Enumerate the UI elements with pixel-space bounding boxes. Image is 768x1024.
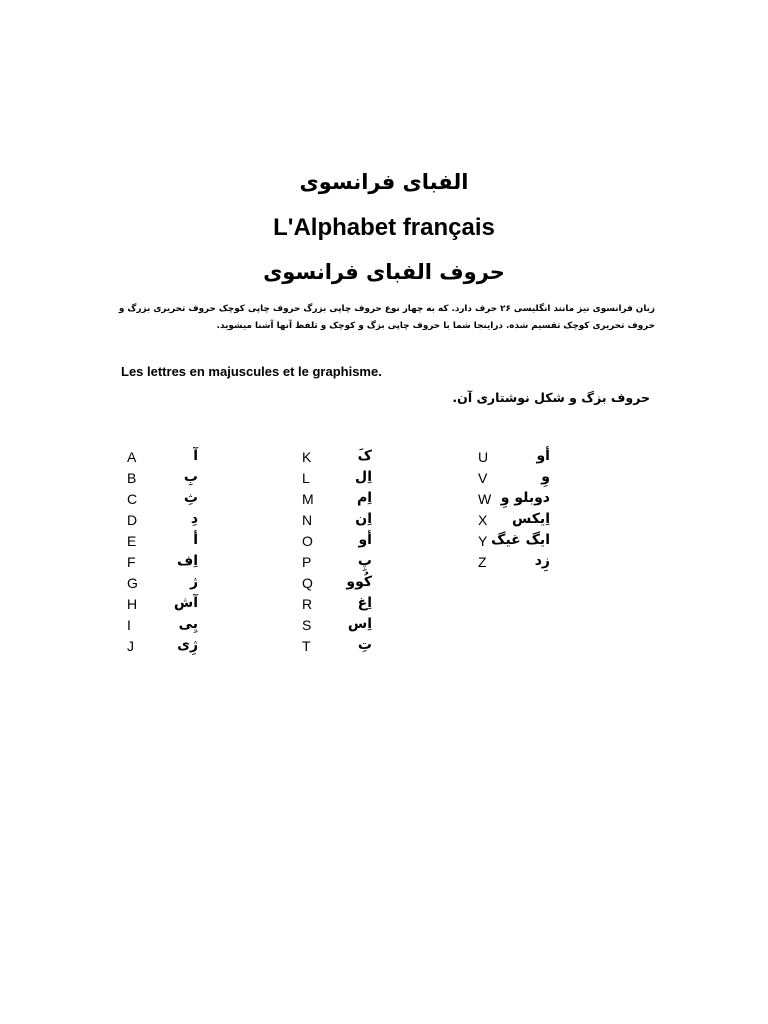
- persian-pronunciation: وِ: [541, 469, 550, 485]
- page-subtitle-persian: حروف الفبای فرانسوی: [263, 260, 505, 284]
- persian-pronunciation: زِد: [534, 553, 550, 569]
- latin-letter: I: [127, 617, 131, 633]
- persian-pronunciation: اِل: [355, 469, 372, 485]
- latin-letter: Q: [302, 575, 313, 591]
- persian-pronunciation: اِغ: [357, 595, 372, 611]
- persian-pronunciation: یِی: [178, 616, 198, 632]
- persian-pronunciation: پِ: [357, 553, 372, 569]
- persian-pronunciation: ژِی: [177, 637, 198, 653]
- persian-pronunciation: أ: [193, 532, 198, 548]
- page-title-french: L'Alphabet français: [273, 214, 495, 241]
- latin-letter: A: [127, 449, 137, 465]
- latin-letter: G: [127, 575, 138, 591]
- persian-pronunciation: ایگ غیگ: [491, 532, 550, 548]
- persian-pronunciation: اِن: [355, 511, 372, 527]
- latin-letter: L: [302, 470, 310, 486]
- persian-pronunciation: اِم: [356, 490, 372, 506]
- persian-pronunciation: بِ: [183, 469, 198, 485]
- latin-letter: M: [302, 491, 314, 507]
- persian-pronunciation: دِ: [190, 511, 198, 527]
- persian-pronunciation: تِ: [357, 637, 372, 653]
- persian-pronunciation: ثِ: [183, 490, 198, 506]
- latin-letter: O: [302, 533, 313, 549]
- page-title-persian: الفبای فرانسوی: [299, 170, 469, 194]
- latin-letter: T: [302, 638, 311, 654]
- persian-pronunciation: اِس: [347, 616, 372, 632]
- latin-letter: P: [302, 554, 312, 570]
- latin-letter: Y: [478, 533, 488, 549]
- section-heading-persian: حروف بزگ و شکل نوشتاری آن.: [452, 390, 650, 405]
- latin-letter: C: [127, 491, 138, 507]
- persian-pronunciation: دوبلو وِ: [500, 490, 550, 506]
- latin-letter: X: [478, 512, 488, 528]
- latin-letter: F: [127, 554, 136, 570]
- persian-pronunciation: آش: [173, 595, 198, 611]
- persian-pronunciation: کُوو: [346, 574, 372, 590]
- latin-letter: R: [302, 596, 313, 612]
- persian-pronunciation: أو: [536, 448, 550, 464]
- persian-pronunciation: أو: [358, 532, 372, 548]
- persian-pronunciation: ژ: [189, 574, 198, 590]
- latin-letter: W: [478, 491, 492, 507]
- latin-letter: Z: [478, 554, 487, 570]
- latin-letter: D: [127, 512, 138, 528]
- persian-pronunciation: اِیکس: [512, 511, 550, 527]
- persian-pronunciation: کَ: [357, 448, 372, 464]
- latin-letter: U: [478, 449, 489, 465]
- latin-letter: S: [302, 617, 312, 633]
- latin-letter: V: [478, 470, 488, 486]
- latin-letter: K: [302, 449, 312, 465]
- latin-letter: J: [127, 638, 134, 654]
- persian-pronunciation: آ: [193, 448, 198, 464]
- intro-paragraph: [115, 301, 655, 335]
- latin-letter: B: [127, 470, 137, 486]
- latin-letter: E: [127, 533, 137, 549]
- latin-letter: H: [127, 596, 138, 612]
- persian-pronunciation: اِف: [176, 553, 198, 569]
- latin-letter: N: [302, 512, 313, 528]
- intro-line-2: حروف تحریری کوچک تقسیم شده. دراینجا شما با حروف چاپی بزگ و کوچک و تلفظ آنها آشنا میشوید.: [216, 321, 655, 331]
- intro-line-1: زبان فرانسوی نیز مانند انگلیسی ۲۶ حرف دارد. که به چهار نوع حروف چاپی بزرگ حروف چاپی کوچک حروف تحریری بزرگ و: [118, 304, 655, 314]
- section-heading-french: Les lettres en majuscules et le graphisme.: [121, 364, 382, 379]
